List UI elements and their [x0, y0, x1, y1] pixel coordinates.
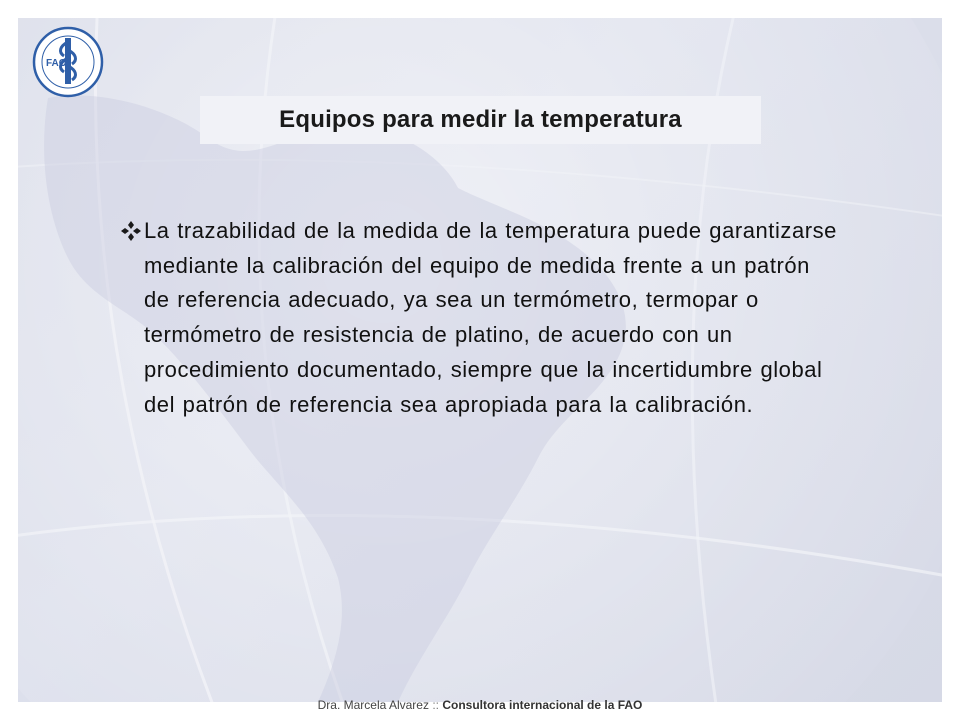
bullet-item: [118, 214, 838, 422]
svg-text:FAO: FAO: [46, 58, 67, 69]
four-diamond-bullet-icon: [118, 218, 144, 244]
footer-author: Dra. Marcela Alvarez: [317, 698, 429, 712]
title-box: [200, 96, 761, 144]
slide-title: Equipos para medir la temperatura: [279, 106, 682, 133]
fao-logo-icon: [30, 24, 106, 100]
footer-separator: ::: [432, 698, 439, 712]
bullet-text: La trazabilidad de la medida de la temperatura puede garantizarse mediante la calibración del equipo de medida frente a un patrón de referencia adecuado, ya sea un termómetro, termopar o termómetro de resistencia de platino, de acuerdo con un procedimiento documentado, siempre que la incertidumbre global del patrón de referencia sea apropiada para la calibración.: [144, 218, 837, 417]
footer: [0, 698, 960, 712]
footer-role: Consultora internacional de la FAO: [442, 698, 643, 712]
slide: [18, 18, 942, 702]
